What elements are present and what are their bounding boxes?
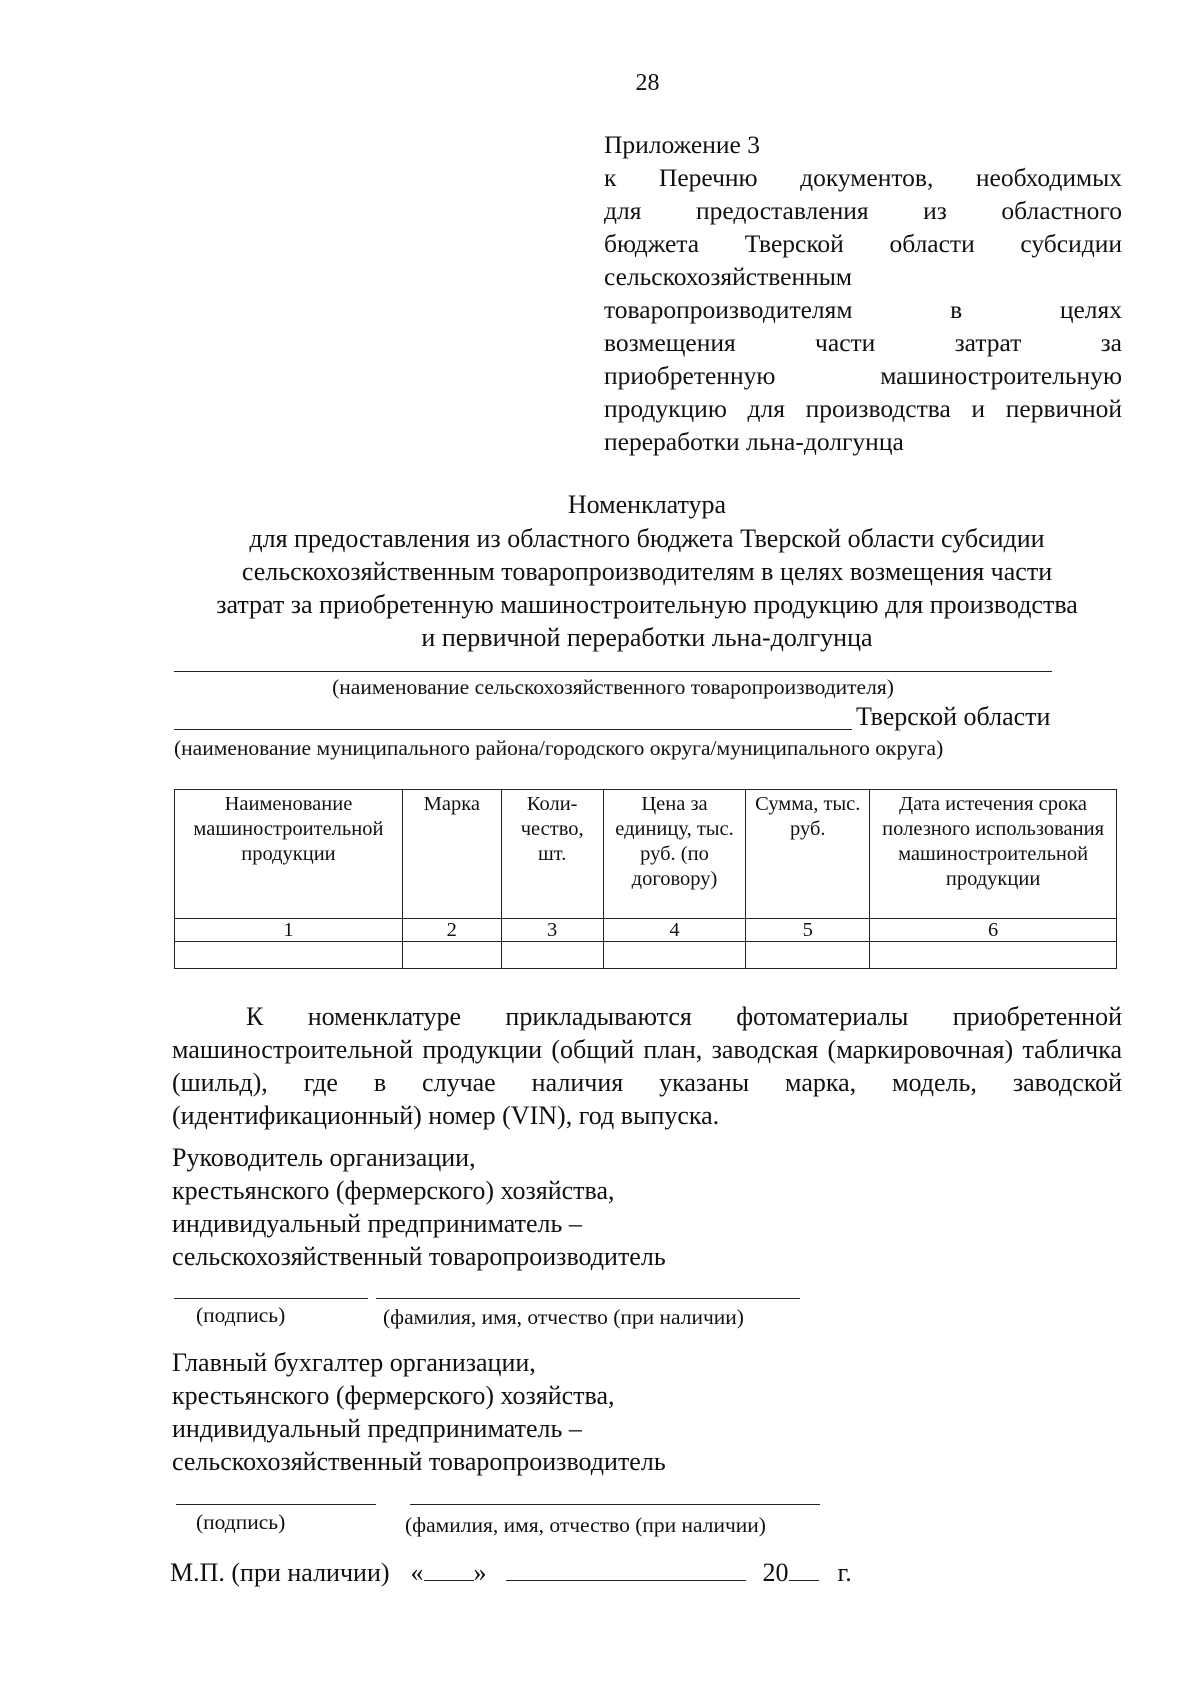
signer-title-line: крестьянского (фермерского) хозяйства, <box>172 1381 615 1410</box>
close-quote: » <box>473 1558 487 1587</box>
appendix-line: продукцию для производства и первичной <box>604 394 1122 423</box>
nomenclature-table <box>174 789 1117 969</box>
accountant-signature-line[interactable] <box>176 1504 376 1505</box>
column-number: 5 <box>746 919 870 942</box>
appendix-body <box>604 161 1122 458</box>
day-field[interactable] <box>424 1556 474 1581</box>
table-row <box>175 942 1117 969</box>
municipality-caption: (наименование муниципального района/городского округа/муниципального округа) <box>174 736 944 760</box>
header-unit-price: Цена за единицу, тыс. руб. (по договору) <box>603 790 746 919</box>
photo-attachment-note: К номенклатуре прикладываются фотоматериалы приобретенной машиностроительной продукции (общий план, заводская (маркировочная) табличка (шильд), где в случае наличия указаны марка, модель, заводской (идентификационный) номер (VIN), год выпуска. <box>172 1002 1122 1130</box>
nomenclature-title: Номенклатура <box>567 490 727 519</box>
appendix-line: возмещения части затрат за <box>604 328 1122 357</box>
appendix-line: для предоставления из областного <box>604 196 1122 225</box>
table-number-row <box>175 919 1117 942</box>
head-signer-block <box>172 1141 666 1273</box>
table-cell[interactable] <box>501 942 603 969</box>
nomenclature-line: затрат за приобретенную машиностроительную продукцию для производства <box>216 590 1078 619</box>
nomenclature-line: для предоставления из областного бюджета Тверской области субсидии <box>249 524 1045 553</box>
date-stamp-line <box>170 1556 852 1588</box>
producer-caption: (наименование сельскохозяйственного товаропроизводителя) <box>332 675 894 699</box>
signer-title-line: Главный бухгалтер организации, <box>172 1348 536 1377</box>
head-signature-line[interactable] <box>174 1298 368 1299</box>
head-name-label: (фамилия, имя, отчество (при наличии) <box>383 1305 744 1329</box>
accountant-signature-label: (подпись) <box>196 1510 286 1534</box>
column-number: 4 <box>603 919 746 942</box>
appendix-line: бюджета Тверской области субсидии <box>604 229 1122 258</box>
signer-title-line: сельскохозяйственный товаропроизводитель <box>172 1242 666 1271</box>
table-cell[interactable] <box>402 942 501 969</box>
signer-title-line: сельскохозяйственный товаропроизводитель <box>172 1447 666 1476</box>
appendix-line: переработки льна-долгунца <box>604 427 904 456</box>
column-number: 2 <box>402 919 501 942</box>
nomenclature-line: и первичной переработки льна-долгунца <box>421 623 873 652</box>
table-header-row <box>175 790 1117 919</box>
table-cell[interactable] <box>870 942 1117 969</box>
head-signature-label: (подпись) <box>196 1303 286 1327</box>
accountant-signer-block <box>172 1346 666 1478</box>
appendix-line: к Перечню документов, необходимых <box>604 163 1122 192</box>
appendix-title: Приложение 3 <box>604 130 760 159</box>
signer-title-line: крестьянского (фермерского) хозяйства, <box>172 1176 615 1205</box>
accountant-name-label: (фамилия, имя, отчество (при наличии) <box>405 1513 766 1537</box>
page-number: 28 <box>635 70 660 96</box>
header-sum: Сумма, тыс. руб. <box>746 790 870 919</box>
accountant-name-line[interactable] <box>410 1504 820 1505</box>
header-quantity: Коли-чество, шт. <box>501 790 603 919</box>
municipality-name-line[interactable] <box>174 729 852 730</box>
year-field[interactable] <box>789 1556 819 1581</box>
region-suffix: Тверской области <box>856 702 1051 731</box>
header-expiry-date: Дата истечения срока полезного использования машиностроительной продукции <box>870 790 1117 919</box>
year-suffix: г. <box>837 1558 852 1587</box>
producer-name-line[interactable] <box>174 671 1052 672</box>
signer-title-line: Руководитель организации, <box>172 1143 476 1172</box>
nomenclature-line: сельскохозяйственным товаропроизводителям в целях возмещения части <box>241 557 1053 586</box>
head-name-line[interactable] <box>376 1298 800 1299</box>
table-cell[interactable] <box>603 942 746 969</box>
table-cell[interactable] <box>175 942 403 969</box>
header-product-name: Наименование машиностроительной продукции <box>175 790 403 919</box>
signer-title-line: индивидуальный предприниматель – <box>172 1209 582 1238</box>
column-number: 3 <box>501 919 603 942</box>
column-number: 6 <box>870 919 1117 942</box>
appendix-line: сельскохозяйственным <box>604 262 853 291</box>
nomenclature-subtitle <box>172 522 1122 654</box>
signer-title-line: индивидуальный предприниматель – <box>172 1414 582 1443</box>
month-field[interactable] <box>506 1556 746 1581</box>
year-prefix: 20 <box>762 1558 789 1587</box>
open-quote: « <box>410 1558 424 1587</box>
table-cell[interactable] <box>746 942 870 969</box>
header-brand: Марка <box>402 790 501 919</box>
appendix-block <box>604 128 1122 458</box>
column-number: 1 <box>175 919 403 942</box>
stamp-label: М.П. (при наличии) <box>170 1558 390 1587</box>
appendix-line: приобретенную машиностроительную <box>604 361 1122 390</box>
appendix-line: товаропроизводителям в целях <box>604 295 1122 324</box>
